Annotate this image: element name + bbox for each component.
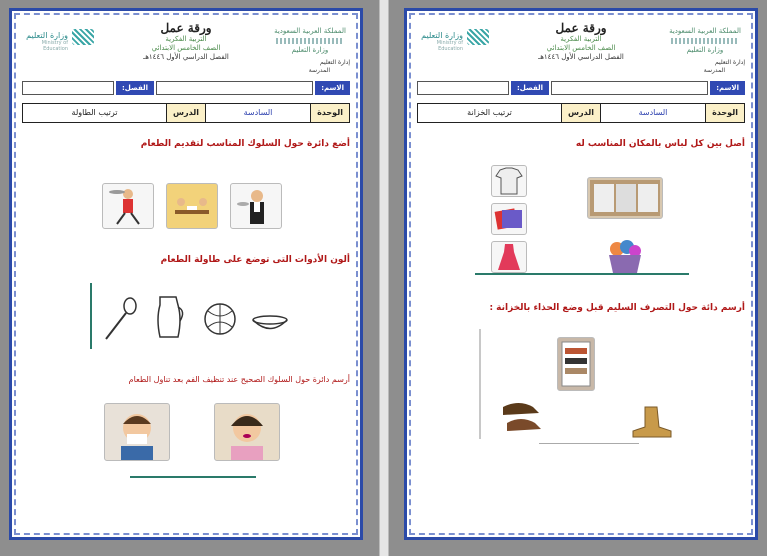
question-3: أرسم دائرة حول السلوك الصحيح عند تنظيف الفم بعد تناول الطعام [128,375,350,384]
page-header: المملكة العربية السعودية وزارة التعليم ورقة عمل التربية الفكرية الصف الخامس الابتدائي الفصل الدراسي الأول ١٤٤٦هـ وزارة التعليم Ministry of Education إدارة التعليم المدرسة [417,21,745,71]
name-label: الاسم: [315,81,350,95]
ministry-emblem: المملكة العربية السعودية وزارة التعليم [274,27,346,54]
logo-mark-icon [72,29,94,45]
page-gutter [379,0,389,556]
page-header: المملكة العربية السعودية وزارة التعليم ورقة عمل التربية الفكرية الصف الخامس الابتدائي الفصل الدراسي الأول ١٤٤٦هـ وزارة التعليم Ministry of Education إدارة التعليم المدرسة [22,21,350,71]
name-field[interactable] [156,81,313,95]
ministry-logo: وزارة التعليم Ministry of Education [419,29,489,55]
unit-table: الوحدة السادسة الدرس ترتيب الخزانة [417,103,745,123]
class-label: الفصل: [116,81,154,95]
ministry-emblem: المملكة العربية السعودية وزارة التعليم [669,27,741,54]
worksheet-title: ورقة عمل [555,21,607,35]
child-wiping-mouth-image[interactable] [104,403,170,461]
header-titles: ورقة عمل التربية الفكرية الصف الخامس الابتدائي الفصل الدراسي الأول ١٤٤٦هـ [517,21,645,62]
wardrobe-image[interactable] [587,177,663,219]
bowl-image[interactable] [250,315,290,337]
jug-image[interactable] [152,293,188,345]
class-field[interactable] [417,81,509,95]
table-service-image[interactable] [166,183,218,229]
waiter-serving-image[interactable] [230,183,282,229]
dirty-shoes-image[interactable] [499,395,545,439]
tshirt-image[interactable] [491,165,527,197]
name-label: الاسم: [710,81,745,95]
question-2: أرسم دائة حول التصرف السليم قبل وضع الحذاء بالخزانة : [489,303,745,313]
student-info-bar [417,81,745,95]
question-1: أصل بين كل لباس بالمكان المناسب له [575,139,745,149]
dress-image[interactable] [491,241,527,273]
question-2: ألون الأدوات التى توضع على طاولة الطعام [160,255,350,265]
ball-image[interactable] [202,301,238,341]
class-field[interactable] [22,81,114,95]
worksheet-page-left [9,8,363,540]
name-field[interactable] [551,81,708,95]
worksheet-title: ورقة عمل [160,21,212,35]
worksheet-page-right [404,8,758,540]
waiter-running-image[interactable] [102,183,154,229]
spoon-image[interactable] [100,297,140,347]
child-with-food-image[interactable] [214,403,280,461]
question-1: أضع دائرة حول السلوك المناسب لتقديم الطعام [140,139,350,149]
folded-clothes-image[interactable] [491,203,527,235]
shoe-rack-image[interactable] [557,337,595,391]
class-label: الفصل: [511,81,549,95]
boot-image[interactable] [629,405,673,443]
student-info-bar [22,81,350,95]
header-titles: ورقة عمل التربية الفكرية الصف الخامس الابتدائي الفصل الدراسي الأول ١٤٤٦هـ [122,21,250,62]
ministry-logo: وزارة التعليم Ministry of Education [24,29,94,55]
logo-mark-icon [467,29,489,45]
unit-table: الوحدة السادسة الدرس ترتيب الطاولة [22,103,350,123]
